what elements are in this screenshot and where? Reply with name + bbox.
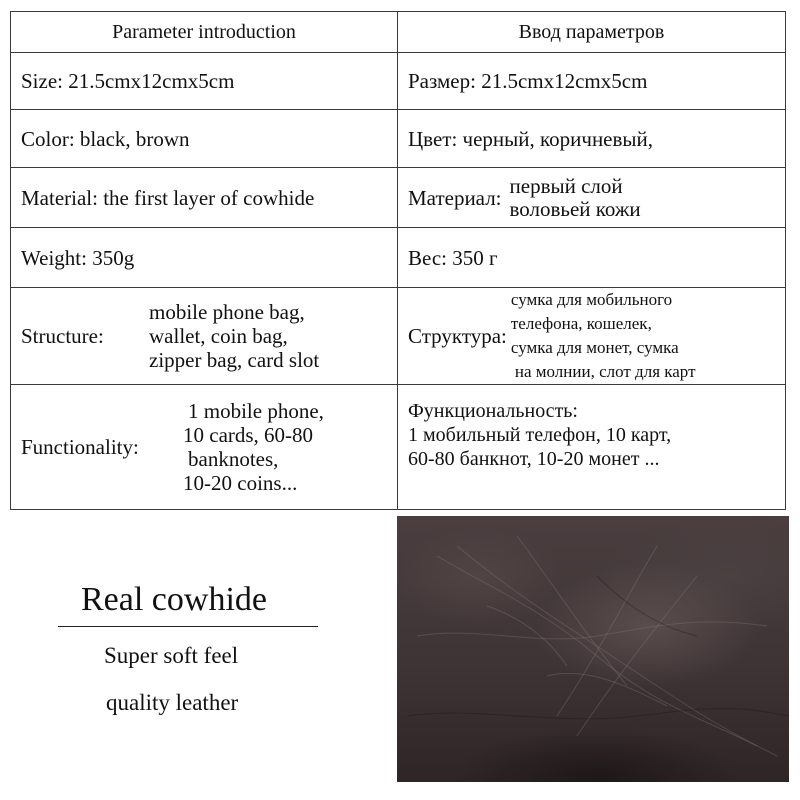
structure-ru-line: на молнии, слот для карт (514, 362, 696, 381)
material-label-ru: Материал: (408, 185, 502, 210)
header-cell-ru: Ввод параметров (398, 12, 786, 53)
color-row (11, 110, 786, 168)
functionality-en-line: 10 cards, 60-80 (183, 423, 314, 447)
functionality-cell-en (11, 385, 398, 510)
structure-row (11, 288, 786, 385)
structure-en-line: mobile phone bag, (149, 300, 305, 324)
header-cell-en: Parameter introduction (11, 12, 398, 53)
structure-ru-line: телефона, кошелек, (510, 314, 652, 333)
weight-cell-ru: Вес: 350 г (398, 228, 786, 288)
structure-value-en (149, 300, 319, 372)
functionality-en-line: 1 mobile phone, (188, 399, 324, 423)
material-cell-ru (398, 168, 786, 228)
functionality-value-ru (408, 399, 775, 471)
promo-line-soft-feel: Super soft feel (104, 643, 239, 668)
functionality-label-en: Functionality: (21, 435, 139, 459)
functionality-ru-line: Функциональность: (408, 400, 578, 422)
material-value-ru (510, 175, 641, 221)
functionality-row (11, 385, 786, 510)
weight-row (11, 228, 786, 288)
weight-cell-en: Weight: 350g (11, 228, 398, 288)
size-cell-ru: Размер: 21.5cmx12cmx5cm (398, 53, 786, 110)
functionality-value-en (183, 399, 324, 495)
structure-label-ru: Структура: (408, 324, 507, 348)
material-ru-line: воловьей кожи (509, 196, 641, 221)
material-row (11, 168, 786, 228)
functionality-ru-line: 1 мобильный телефон, 10 карт, (408, 424, 672, 446)
size-row (11, 53, 786, 110)
table-header-row (11, 12, 786, 53)
structure-ru-line: сумка для мобильного (510, 290, 673, 309)
functionality-ru-line: 60-80 банкнот, 10-20 монет ... (408, 448, 660, 470)
structure-value-ru (511, 288, 696, 384)
structure-cell-en (11, 288, 398, 385)
structure-cell-ru (398, 288, 786, 385)
functionality-cell-ru (398, 385, 786, 510)
structure-en-line: zipper bag, card slot (149, 348, 320, 372)
spec-table (10, 11, 786, 510)
structure-ru-line: сумка для монет, сумка (510, 338, 679, 357)
material-ru-line: первый слой (509, 173, 623, 198)
color-cell-en: Color: black, brown (11, 110, 398, 168)
leather-texture-image (397, 516, 789, 782)
structure-label-en: Structure: (21, 324, 104, 348)
functionality-en-line: banknotes, (188, 447, 279, 471)
leather-grain (397, 516, 789, 782)
color-cell-ru: Цвет: черный, коричневый, (398, 110, 786, 168)
promo-divider (58, 626, 318, 627)
structure-en-line: wallet, coin bag, (149, 324, 288, 348)
functionality-en-line: 10-20 coins... (183, 471, 298, 495)
material-cell-en: Material: the first layer of cowhide (11, 168, 398, 228)
promo-block (40, 576, 320, 624)
promo-title: Real cowhide (81, 581, 267, 618)
promo-line-quality: quality leather (106, 690, 239, 715)
size-cell-en: Size: 21.5cmx12cmx5cm (11, 53, 398, 110)
